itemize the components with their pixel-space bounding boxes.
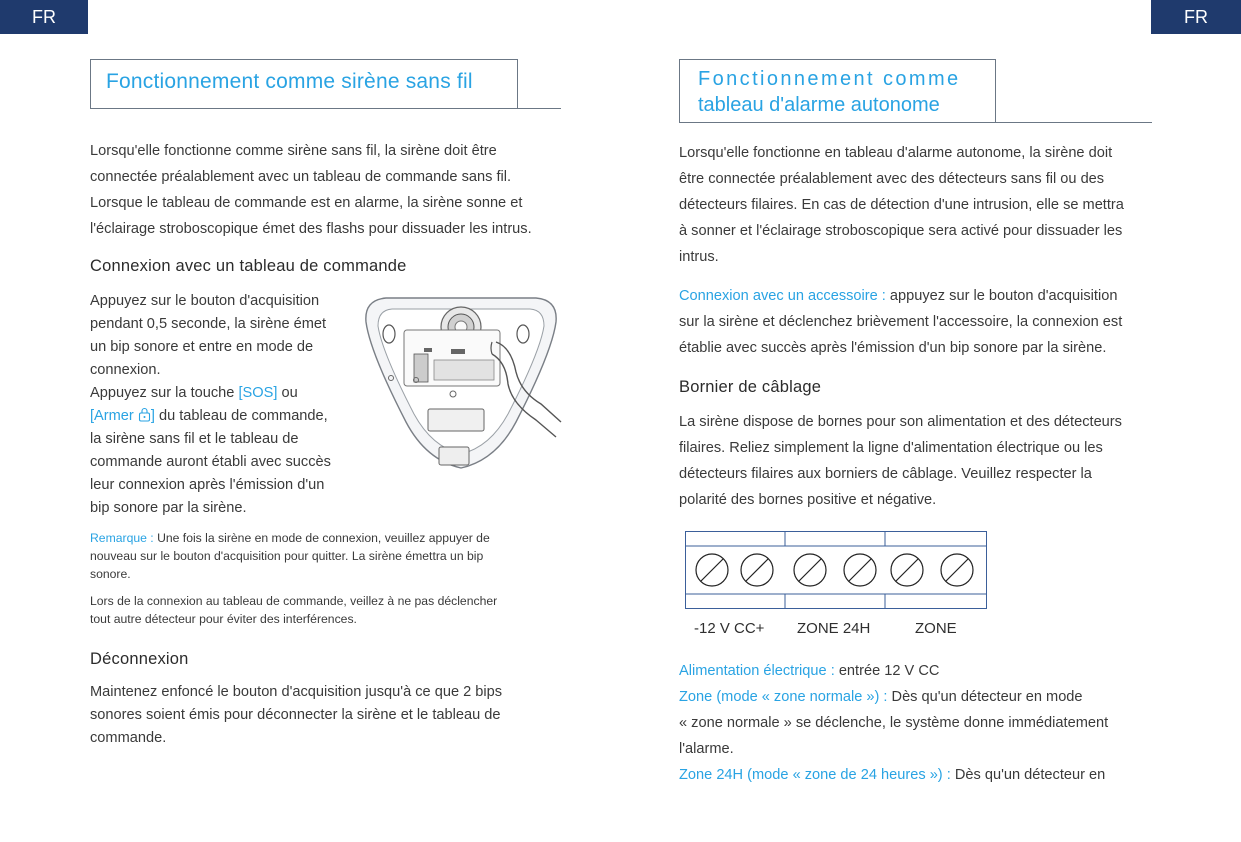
zone-text-1: Dès qu'un détecteur en mode bbox=[891, 689, 1083, 705]
left-title-underline bbox=[518, 108, 561, 109]
accessory-text-1: appuyez sur le bouton d'acquisition bbox=[889, 288, 1118, 304]
language-tag-right: FR bbox=[1151, 0, 1241, 34]
zone24-line bbox=[679, 762, 1105, 788]
note-label: Remarque : bbox=[90, 531, 158, 545]
language-tag-left: FR bbox=[0, 0, 88, 34]
terminal-label-power: -12 V CC+ bbox=[694, 620, 765, 637]
right-intro-4: à sonner et l'éclairage stroboscopique sera activé pour dissuader les bbox=[679, 223, 1123, 239]
right-intro-5: intrus. bbox=[679, 249, 719, 265]
connect-armer-line bbox=[90, 405, 328, 428]
connect-line: un bip sonore et entre en mode de bbox=[90, 339, 314, 355]
right-title-underline bbox=[996, 122, 1152, 123]
connect-line: Appuyez sur le bouton d'acquisition bbox=[90, 293, 320, 309]
terminal-label-zone: ZONE bbox=[915, 620, 957, 637]
wiring-line: détecteurs filaires aux borniers de câblage. Veuillez respecter la bbox=[679, 466, 1092, 482]
connect-heading: Connexion avec un tableau de commande bbox=[90, 257, 407, 275]
lock-icon bbox=[138, 407, 151, 422]
zone24-value: Dès qu'un détecteur en bbox=[954, 767, 1106, 783]
zone24-label: Zone 24H (mode « zone de 24 heures ») : bbox=[679, 767, 955, 783]
wiring-line: filaires. Reliez simplement la ligne d'alimentation électrique ou les bbox=[679, 440, 1103, 456]
accessory-line: sur la sirène et déclenchez brièvement l'accessoire, la connexion est bbox=[679, 314, 1123, 330]
left-title: Fonctionnement comme sirène sans fil bbox=[106, 70, 473, 93]
siren-device-illustration bbox=[356, 292, 566, 477]
connect-line: pendant 0,5 seconde, la sirène émet bbox=[90, 316, 327, 332]
disconnect-line: commande. bbox=[90, 730, 167, 746]
disconnect-heading: Déconnexion bbox=[90, 650, 189, 668]
connect-touch-prefix: Appuyez sur la touche bbox=[90, 385, 239, 401]
terminal-block-diagram bbox=[685, 531, 987, 609]
connect-or: ou bbox=[277, 385, 298, 401]
wiring-line: La sirène dispose de bornes pour son alimentation et des détecteurs bbox=[679, 414, 1122, 430]
wiring-line: polarité des bornes positive et négative. bbox=[679, 492, 937, 508]
connect-line: la sirène sans fil et le tableau de bbox=[90, 431, 299, 447]
left-title-box bbox=[90, 59, 518, 109]
power-value: entrée 12 V CC bbox=[838, 663, 940, 679]
connect-after-armer: du tableau de commande, bbox=[154, 408, 328, 424]
zone-line: « zone normale » se déclenche, le système donne immédiatement bbox=[679, 715, 1109, 731]
left-intro-1: Lorsqu'elle fonctionne comme sirène sans fil, la sirène doit être bbox=[90, 143, 497, 159]
disconnect-line: sonores soient émis pour déconnecter la sirène et le tableau de bbox=[90, 707, 501, 723]
note-text-1: Une fois la sirène en mode de connexion, veuillez appuyer de bbox=[157, 531, 490, 545]
right-intro-1: Lorsqu'elle fonctionne en tableau d'alarme autonome, la sirène doit bbox=[679, 145, 1113, 161]
right-title-line2: tableau d'alarme autonome bbox=[698, 94, 940, 116]
wiring-heading: Bornier de câblage bbox=[679, 378, 822, 396]
accessory-label: Connexion avec un accessoire : bbox=[679, 288, 890, 304]
left-intro-2: connectée préalablement avec un tableau de commande sans fil. bbox=[90, 169, 512, 185]
zone-label: Zone (mode « zone normale ») : bbox=[679, 689, 892, 705]
armer-key-label: [Armer bbox=[90, 408, 134, 424]
armer-key-close: ] bbox=[150, 408, 155, 424]
note-line: nouveau sur le bouton d'acquisition pour quitter. La sirène émettra un bip bbox=[90, 549, 484, 563]
connect-line: connexion. bbox=[90, 362, 161, 378]
note-line: sonore. bbox=[90, 567, 131, 581]
power-label: Alimentation électrique : bbox=[679, 663, 839, 679]
right-title-line1: Fonctionnement comme bbox=[698, 68, 961, 90]
connect-touch-line bbox=[90, 382, 298, 405]
power-line bbox=[679, 658, 939, 684]
right-intro-3: détecteurs filaires. En cas de détection d'une intrusion, elle se mettra bbox=[679, 197, 1124, 213]
left-intro-3: Lorsque le tableau de commande est en alarme, la sirène sonne et bbox=[90, 195, 523, 211]
right-intro-2: être connectée préalablement avec des détecteurs sans fil ou des bbox=[679, 171, 1105, 187]
disconnect-line: Maintenez enfoncé le bouton d'acquisition jusqu'à ce que 2 bips bbox=[90, 684, 503, 700]
accessory-line bbox=[679, 283, 1117, 309]
note2-line: Lors de la connexion au tableau de commande, veillez à ne pas déclencher bbox=[90, 594, 498, 608]
connect-line: leur connexion après l'émission d'un bbox=[90, 477, 325, 493]
zone-line bbox=[679, 684, 1083, 710]
sos-key-label: [SOS] bbox=[238, 385, 278, 401]
left-intro-4: l'éclairage stroboscopique émet des flashs pour dissuader les intrus. bbox=[90, 221, 532, 237]
connect-line: commande auront établi avec succès bbox=[90, 454, 331, 470]
connect-line: bip sonore par la sirène. bbox=[90, 500, 247, 516]
note-line bbox=[90, 529, 490, 547]
note2-line: tout autre détecteur pour éviter des interférences. bbox=[90, 612, 357, 626]
right-title-box bbox=[679, 59, 996, 123]
terminal-label-zone24: ZONE 24H bbox=[797, 620, 871, 637]
accessory-line: établie avec succès après l'émission d'un bip sonore par la sirène. bbox=[679, 340, 1107, 356]
zone-line: l'alarme. bbox=[679, 741, 734, 757]
